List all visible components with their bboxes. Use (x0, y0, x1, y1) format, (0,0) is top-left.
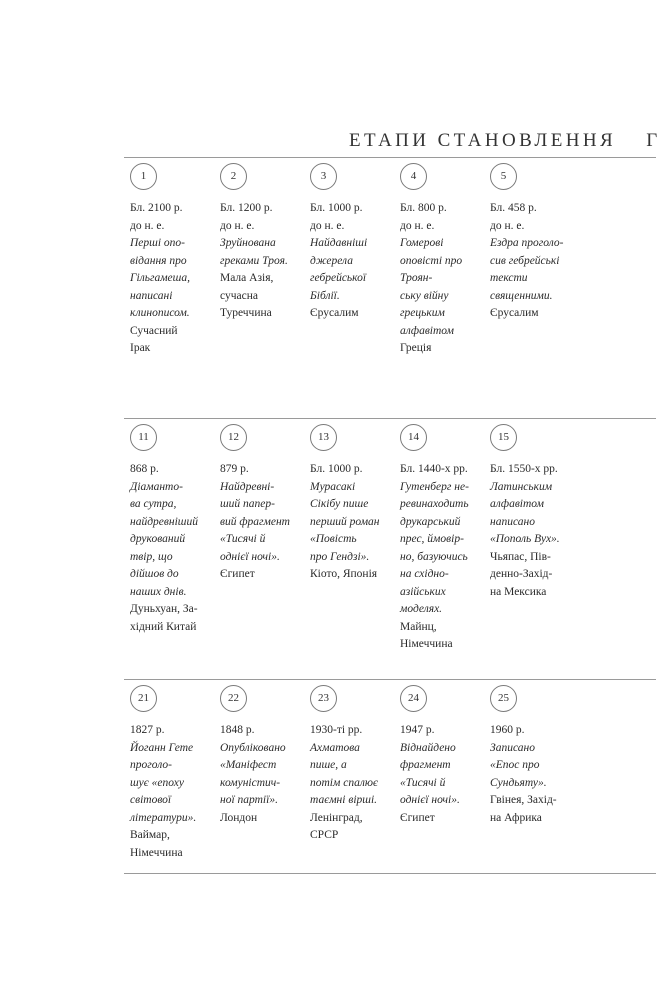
entry-text (490, 461, 578, 601)
entry-place-line: денно-Захід- (490, 568, 553, 580)
entry-date-line: Бл. 1000 р. (310, 463, 363, 475)
entry-text (130, 200, 218, 358)
entry-place-line: хідний Китай (130, 620, 197, 633)
entry-number-badge: 25 (490, 685, 517, 712)
entry-event-line: «Тисячі й (400, 776, 446, 789)
entry-place-line: на Мексика (490, 585, 547, 598)
entry-event-line: Мурасакі (310, 480, 356, 493)
entry-event-line: Ездра проголо- (490, 237, 564, 249)
entry-event-line: шує «епоху (130, 776, 185, 789)
entry-event-line: наших днів. (130, 585, 187, 598)
entry-text (130, 722, 218, 862)
entry-text (310, 461, 398, 584)
entry-date-line: Бл. 800 р. (400, 202, 447, 214)
entry-event-line: Гутенберг не- (400, 480, 469, 493)
entry-text (220, 722, 308, 827)
entry-number-badge: 13 (310, 424, 337, 451)
entry-event-line: однієї ночі». (220, 550, 280, 563)
entry-event-line: «Маніфест (220, 759, 277, 771)
section-heading (349, 130, 661, 152)
entry-event-line: Сундьяту». (490, 776, 547, 789)
entry-event-line: ної партії». (220, 794, 278, 806)
entry-event-line: на східно- (400, 568, 449, 580)
entry-place-line: Гвінея, Захід- (490, 794, 557, 806)
entry-event-line: Діаманто- (130, 480, 183, 493)
entry-event-line: Опубліковано (220, 741, 286, 754)
entry-event-line: гебрейської (310, 272, 367, 284)
entry-place-line: Греція (400, 342, 432, 354)
entry-place-line: Німеччина (130, 846, 183, 859)
entry-number-badge: 4 (400, 163, 427, 190)
entry-event-line: ший папер- (220, 498, 275, 510)
row-divider-3 (124, 679, 656, 680)
entry-place-line: Туреччина (220, 307, 272, 319)
entry-event-line: Перші опо- (130, 237, 185, 249)
entry-event-line: оповісті про (400, 254, 463, 267)
entry-event-line: дійшов до (130, 568, 179, 580)
entry-event-line: сив гебрейські (490, 254, 560, 267)
entry-text (310, 722, 398, 845)
entry-event-line: Йоганн Гете (130, 741, 194, 754)
entry-event-line: «Епос про (490, 759, 540, 771)
entry-event-line: «Тисячі й (220, 533, 266, 545)
entry-date-line: 1947 р. (400, 724, 435, 736)
entry-event-line: потім спалює (310, 776, 378, 789)
entry-event-line: Троян- (400, 272, 433, 284)
entry-date-line: 1827 р. (130, 724, 165, 736)
entry-place-line: сучасна (220, 289, 258, 302)
entry-event-line: проголо- (130, 759, 172, 771)
entry-place-line: Чьяпас, Пів- (490, 550, 551, 563)
entry-event-line: Гомерові (400, 237, 444, 249)
entry-event-line: ревинаходить (400, 498, 469, 510)
entry-event-line: ську війну (400, 289, 449, 302)
entry-event-line: грецьким (400, 307, 445, 319)
entry-date-line: 1848 р. (220, 724, 255, 736)
entry-number-badge: 24 (400, 685, 427, 712)
entry-event-line: вий фрагмент (220, 515, 290, 528)
entry-place-line: Лондон (220, 811, 258, 824)
entry-number-badge: 14 (400, 424, 427, 451)
entry-date-line: до н. е. (310, 219, 345, 232)
entry-text (220, 461, 308, 584)
entry-place-line: СРСР (310, 829, 339, 841)
entry-place-line: Ваймар, (130, 829, 170, 841)
entry-place-line: Єгипет (400, 811, 435, 824)
entry-event-line: написано (490, 515, 535, 528)
entry-date-line: Бл. 458 р. (490, 202, 537, 214)
entry-text (400, 722, 488, 827)
entry-place-line: Дуньхуан, За- (130, 603, 198, 615)
entry-place-line: Німеччина (400, 638, 453, 650)
entry-place-line: Кіото, Японія (310, 568, 378, 580)
entry-date-line: 879 р. (220, 463, 249, 475)
entry-event-line: літератури». (130, 811, 197, 824)
entry-event-line: «Повість (310, 533, 357, 545)
entry-number-badge: 22 (220, 685, 247, 712)
entry-number-badge: 1 (130, 163, 157, 190)
entry-number-badge: 11 (130, 424, 157, 451)
entry-event-line: алфавітом (490, 498, 544, 510)
entry-place-line: Ірак (130, 342, 151, 354)
entry-event-line: перший роман (310, 515, 380, 528)
entry-event-line: «Пополь Вух». (490, 533, 560, 545)
entry-number-badge: 23 (310, 685, 337, 712)
row-divider-bottom (124, 873, 656, 874)
entry-event-line: Записано (490, 741, 535, 754)
entry-place-line: на Африка (490, 811, 542, 824)
entry-event-line: Гільгамеша, (130, 272, 190, 284)
entry-text (490, 200, 578, 323)
row-divider-top (124, 157, 656, 158)
entry-place-line: Єгипет (220, 568, 255, 580)
entry-date-line: 1930-ті рр. (310, 724, 363, 736)
entry-event-line: про Гендзі». (310, 550, 370, 563)
row-divider-2 (124, 418, 656, 419)
entry-event-line: комуністич- (220, 776, 281, 789)
entry-event-line: моделях. (400, 603, 443, 615)
entry-event-line: священними. (490, 289, 553, 302)
entry-number-badge: 2 (220, 163, 247, 190)
entry-text (130, 461, 218, 636)
entry-date-line: 1960 р. (490, 724, 525, 736)
entry-date-line: 868 р. (130, 463, 159, 475)
entry-event-line: Найдавніші (310, 237, 368, 249)
entry-event-line: Латинським (490, 480, 553, 493)
entry-event-line: найдревніший (130, 515, 198, 528)
entry-number-badge: 12 (220, 424, 247, 451)
entry-date-line: Бл. 2100 р. (130, 202, 183, 214)
entry-event-line: но, базуючись (400, 550, 468, 563)
entry-event-line: клинописом. (130, 307, 190, 319)
entry-event-line: прес, ймовір- (400, 533, 464, 545)
entry-text (400, 461, 488, 654)
entry-place-line: Сучасний (130, 324, 178, 337)
entry-event-line: таємні вірші. (310, 794, 378, 806)
entry-event-line: тексти (490, 272, 528, 284)
entry-place-line: Майнц, (400, 620, 437, 633)
entry-event-line: Сікібу пише (310, 498, 369, 510)
entry-event-line: ва сутра, (130, 498, 177, 510)
entry-date-line: до н. е. (130, 219, 165, 232)
entry-date-line: до н. е. (490, 219, 525, 232)
entry-number-badge: 15 (490, 424, 517, 451)
entry-event-line: твір, що (130, 550, 173, 563)
entry-place-line: Єрусалим (310, 307, 359, 319)
entry-event-line: відання про (130, 254, 187, 267)
entry-event-line: Віднайдено (400, 741, 456, 754)
entry-text (490, 722, 578, 827)
entry-number-badge: 5 (490, 163, 517, 190)
entry-event-line: Ахматова (310, 741, 360, 754)
entry-place-line: Мала Азія, (220, 272, 274, 284)
entry-event-line: написані (130, 289, 173, 302)
entry-event-line: фрагмент (400, 759, 451, 771)
entry-number-badge: 3 (310, 163, 337, 190)
entry-date-line: Бл. 1440-х рр. (400, 463, 468, 475)
entry-event-line: світової (130, 794, 172, 806)
entry-event-line: Найдревні- (220, 480, 275, 493)
entry-event-line: азійських (400, 585, 446, 598)
entry-place-line: Ленінград, (310, 811, 363, 824)
entry-date-line: Бл. 1000 р. (310, 202, 363, 214)
entry-date-line: Бл. 1550-х рр. (490, 463, 558, 475)
entry-event-line: однієї ночі». (400, 794, 460, 806)
entry-event-line: друкарський (400, 515, 461, 528)
entry-text (400, 200, 488, 358)
entry-text (310, 200, 398, 323)
entry-event-line: друкований (130, 533, 186, 545)
entry-event-line: джерела (310, 254, 353, 267)
entry-place-line: Єрусалим (490, 307, 539, 319)
entry-number-badge: 21 (130, 685, 157, 712)
section-heading-cut-letter: Г (646, 130, 661, 151)
section-heading-title: ЕТАПИ СТАНОВЛЕННЯ (349, 130, 617, 151)
entry-event-line: Біблії. (310, 289, 340, 302)
entry-date-line: до н. е. (220, 219, 255, 232)
entry-event-line: пише, а (310, 759, 347, 771)
entry-text (220, 200, 308, 323)
entry-event-line: Зруйнована (220, 237, 276, 249)
entry-event-line: греками Троя. (220, 254, 288, 267)
entry-date-line: до н. е. (400, 219, 435, 232)
entry-date-line: Бл. 1200 р. (220, 202, 273, 214)
entry-event-line: алфавітом (400, 324, 454, 337)
